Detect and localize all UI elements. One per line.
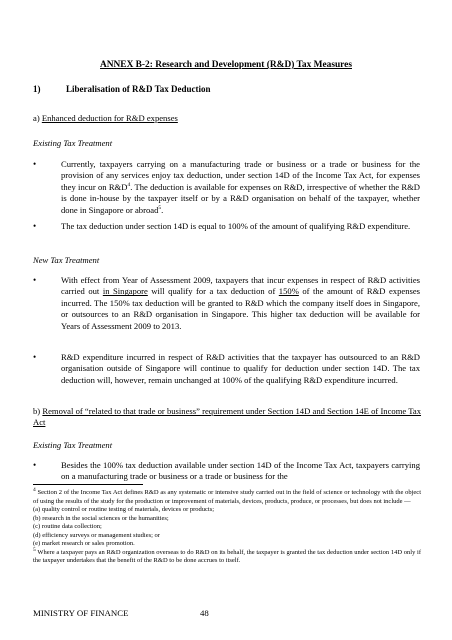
bullet-dot: • (33, 275, 37, 285)
bullet-text: R&D expenditure incurred in respect of R&D activities that the taxpayer has outsourced to an R&D organisation outside of Singapore will continue to qualify for deduction under section 14D. The tax deduction will, however, remain unchanged at 100% of the qualifying R&D expenditure incurred. (61, 352, 420, 385)
bullet-dot: • (33, 221, 37, 231)
bullet-text: With effect from Year of Assessment 2009, taxpayers that incur expenses in respect of R&D activities carried out in Singapore will qualify for a tax deduction of 150% of the amount of R&D expenses incurred. The 150% tax deduction will be granted to R&D which the company itself does in Singapore, or outsources to an R&D organisation in Singapore. This higher tax deduction will be available for Years of Assessment 2009 to 2013. (61, 275, 420, 331)
bullet-dot: • (33, 352, 37, 362)
section-title: Liberalisation of R&D Tax Deduction (66, 84, 211, 94)
footnote-ref-5: 5 (158, 204, 162, 211)
footnote-item: (c) routine data collection; (33, 523, 102, 530)
footnote-4: $^4$ Section 2 of the Income Tax Act defines R&D as any systematic or intensive study carried out in the field of science or technology with the object of using the results of the study for the production or improvement of materials, devices, products, produce, or processes, but does not include — (33, 486, 421, 505)
subsection-a-prefix: a) (33, 113, 42, 123)
footnote-separator (33, 484, 143, 485)
bullet-text: The tax deduction under section 14D is equal to 100% of the amount of qualifying R&D expenditure. (61, 221, 411, 231)
existing-tax-treatment-label-2: Existing Tax Treatment (33, 440, 113, 450)
existing-tax-treatment-label: Existing Tax Treatment (33, 138, 113, 148)
subsection-a-title: Enhanced deduction for R&D expenses (41, 113, 178, 123)
footnote-item: (e) market research or sales promotion. (33, 540, 135, 547)
bullet-text: Currently, taxpayers carrying on a manufacturing trade or business or a trade or business for the provision of any services enjoy tax deduction, under section 14D of the Income Tax Act, for expenses they incur on $R\&D^4$. The deduction is available for expenses on R&D, irrespective of whether the R&D is done in-house by the taxpayer itself or by a R&D organisation on behalf of the taxpayer, whether done in Singapore or abroad$^5$. (61, 159, 420, 215)
subsection-b-prefix: b) (33, 406, 43, 416)
footer-ministry: MINISTRY OF FINANCE (33, 608, 129, 618)
bullet-dot: • (33, 460, 37, 470)
bullet-dot: • (33, 159, 37, 169)
footnote-item: (b) research in the social sciences or the humanities; (33, 514, 169, 522)
footnote-5: $^5$ Where a taxpayer pays an R&D organization overseas to do R&D on its behalf, the taxpayer is granted the tax deduction under section 14D only if the taxpayer undertakes that the benefit of the R&D to be done accrues to itself. (33, 546, 421, 564)
annex-title: ANNEX B-2: Research and Development (R&D) Tax Measures (100, 60, 352, 70)
footer-page-number: 48 (200, 608, 209, 618)
footnote-item: (a) quality control or routine testing of materials, devices or products; (33, 506, 215, 513)
new-tax-treatment-label: New Tax Treatment (33, 255, 100, 265)
bullet-text: Besides the 100% tax deduction available under section 14D of the Income Tax Act, taxpayers carrying on a manufacturing trade or business or a trade or business for the (61, 460, 420, 482)
footnote-ref-4: 4 (127, 181, 131, 188)
section-number: 1) (33, 84, 41, 94)
subsection-a-heading (33, 113, 178, 123)
section-1-heading (33, 84, 211, 94)
footnotes (33, 486, 421, 566)
subsection-b-title: Removal of “related to that trade or business” requirement under Section 14D and Section 14E of Income Tax Act (33, 406, 422, 428)
footnote-item: (d) efficiency surveys or management studies; or (33, 531, 160, 539)
